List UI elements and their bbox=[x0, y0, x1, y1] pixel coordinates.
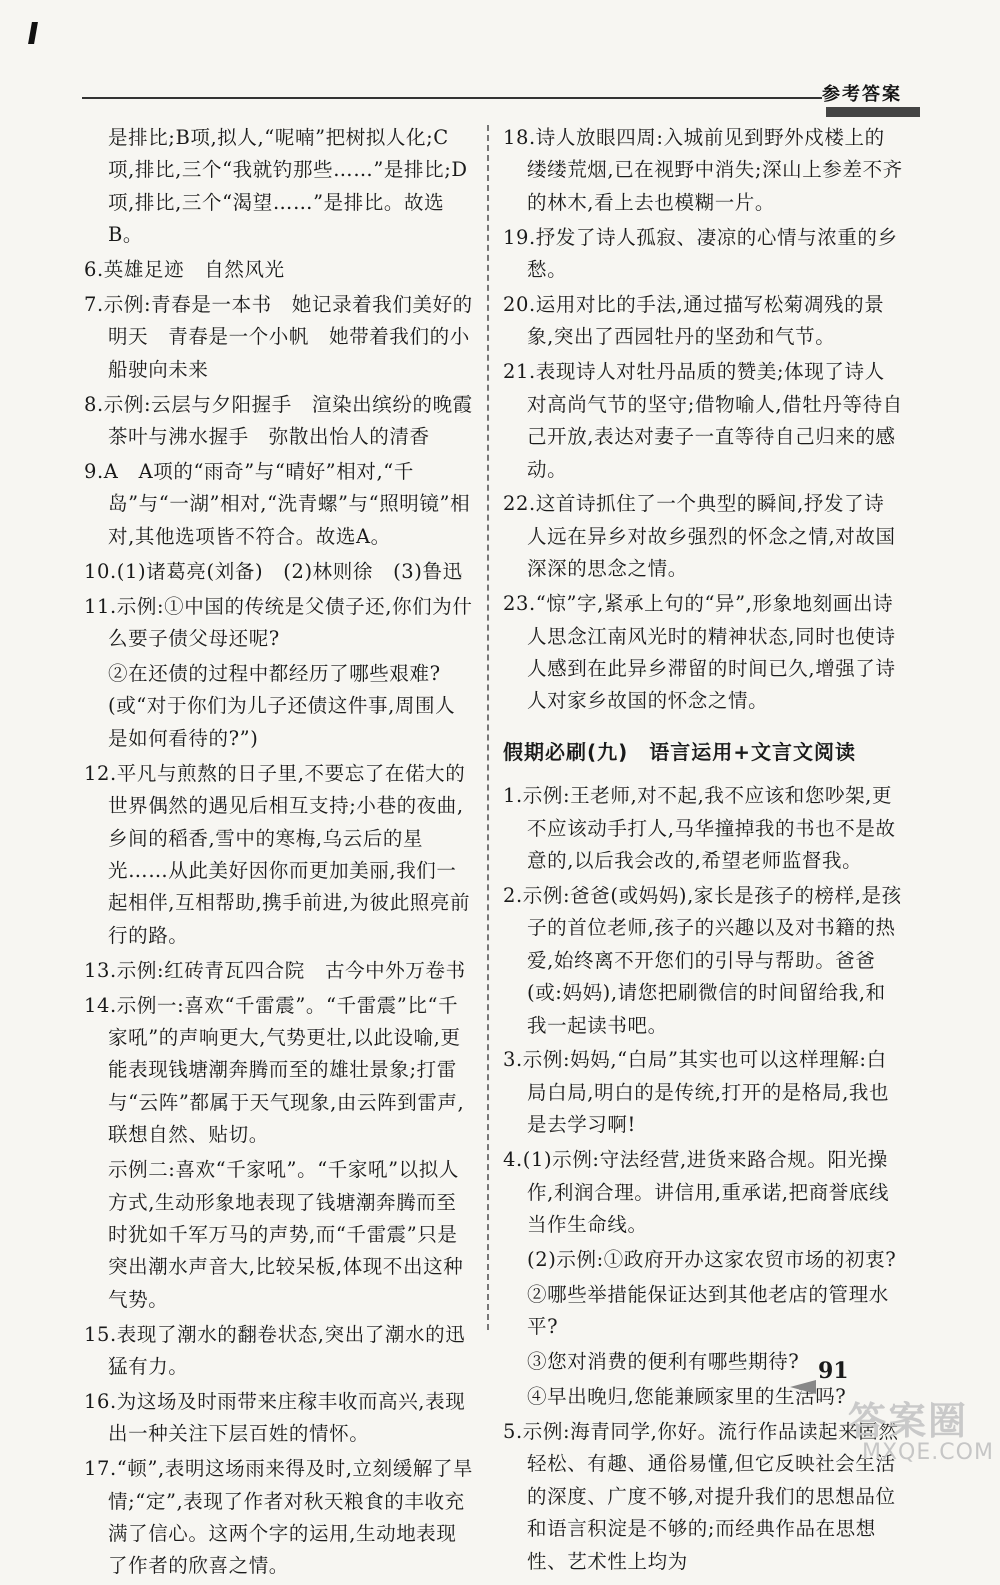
section-title: 假期必刷(九) 语言运用+文言文阅读 bbox=[503, 739, 857, 764]
answer-item: 16.为这场及时雨带来庄稼丰收而高兴,表现出一种关注下层百姓的情怀。 bbox=[84, 1389, 466, 1446]
answer-item: 9.A A项的“雨奇”与“晴好”相对,“千岛”与“一湖”相对,“洗青螺”与“照明镜”相对,其他选项皆不符合。故选A。 bbox=[84, 460, 471, 548]
answer-item: 20.运用对比的手法,通过描写松菊凋残的景象,突出了西园牡丹的坚劲和气节。 bbox=[503, 293, 885, 349]
answer-item: 12.平凡与煎熬的日子里,不要忘了在偌大的世界偶然的遇见后相互支持;小巷的夜曲,乡间的稻香,雪中的寒梅,乌云后的星光……从此美好因你而更加美丽,我们一起相伴,互相帮助,携手前进,为彼此照亮前行的路。 bbox=[84, 761, 471, 947]
answer-item: 13.示例:红砖青瓦四合院 古今中外万卷书 bbox=[84, 958, 466, 982]
corner-mark bbox=[28, 22, 38, 44]
answer-item: (2)示例:①政府开办这家农贸市场的初衷? bbox=[527, 1247, 897, 1271]
answer-item: 6.英雄足迹 自然风光 bbox=[84, 258, 285, 282]
answer-item: 3.示例:妈妈,“白局”其实也可以这样理解:白局白局,明白的是传统,打开的是格局,我也是去学习啊! bbox=[503, 1048, 890, 1137]
answer-item: 15.表现了潮水的翻卷状态,突出了潮水的迅猛有力。 bbox=[84, 1322, 466, 1379]
answer-item: 4.(1)示例:守法经营,进货来路合规。阳光操作,利润合理。讲信用,重承诺,把商誉底线当作生命线。 bbox=[503, 1148, 890, 1236]
answer-item: 22.这首诗抓住了一个典型的瞬间,抒发了诗人远在异乡对故乡强烈的怀念之情,对故国深深的思念之情。 bbox=[503, 492, 896, 581]
answer-item: 11.示例:①中国的传统是父债子还,你们为什么要子债父母还呢? bbox=[84, 594, 473, 651]
answer-item: 示例二:喜欢“千家吼”。“千家吼”以拟人方式,生动形象地表现了钱塘潮奔腾而至时犹如千军万马的声势,而“千雷震”只是突出潮水声音大,比较呆板,体现不出这种气势。 bbox=[108, 1158, 464, 1311]
answer-item: ④早出晚归,您能兼顾家里的生活吗? bbox=[527, 1385, 847, 1409]
answer-item: 17.“顿”,表明这场雨来得及时,立刻缓解了旱情;“定”,表现了作者对秋天粮食的丰收充满了信心。这两个字的运用,生动地表现了作者的欣喜之情。 bbox=[84, 1457, 474, 1578]
right-column-answers-top bbox=[503, 122, 903, 718]
answer-item: 1.示例:王老师,对不起,我不应该和您吵架,更不应该动手打人,马华撞掉我的书也不是故意的,以后我会改的,希望老师监督我。 bbox=[503, 784, 896, 873]
answer-item: 19.抒发了诗人孤寂、凄凉的心情与浓重的乡愁。 bbox=[503, 225, 898, 282]
answer-item: 21.表现诗人对牡丹品质的赞美;体现了诗人对高尚气节的坚守;借物喻人,借牡丹等待自己开放,表达对妻子一直等待自己归来的感动。 bbox=[503, 360, 903, 481]
answer-item: 14.示例一:喜欢“千雷震”。“千雷震”比“千家吼”的声响更大,气势更壮,以此设喻,更能表现钱塘潮奔腾而至的雄壮景象;打雷与“云阵”都属于天气现象,由云阵到雷声,联想自然、贴切。 bbox=[84, 993, 465, 1147]
answer-item: ③您对消费的便利有哪些期待? bbox=[527, 1350, 800, 1374]
right-column-answers-bottom bbox=[503, 780, 903, 1578]
left-column bbox=[84, 122, 493, 1585]
watermark-url: MXQE.COM bbox=[862, 1440, 994, 1465]
column-divider bbox=[487, 125, 489, 1330]
answer-item: ②在还债的过程中都经历了哪些艰难?(或“对于你们为儿子还债这件事,周围人是如何看待的?”) bbox=[108, 662, 456, 750]
header-rule bbox=[82, 97, 822, 99]
answer-item: ②哪些举措能保证达到其他老店的管理水平? bbox=[527, 1282, 889, 1339]
answer-item: 23.“惊”字,紧承上句的“异”,形象地刻画出诗人思念江南风光时的精神状态,同时也使诗人感到在此异乡滞留的时间已久,增强了诗人对家乡故国的怀念之情。 bbox=[503, 592, 896, 713]
answer-item: 5.示例:海青同学,你好。流行作品读起来固然轻松、有趣、通俗易懂,但它反映社会生活的深度、广度不够,对提升我们的思想品位和语言积淀是不够的;而经典作品在思想性、艺术性上均为 bbox=[503, 1419, 899, 1573]
answer-item: 10.(1)诸葛亮(刘备) (2)林则徐 (3)鲁迅 bbox=[84, 559, 463, 583]
answer-item: 8.示例:云层与夕阳握手 渲染出缤纷的晚霞 茶叶与沸水握手 弥散出怡人的清香 bbox=[84, 392, 493, 449]
header-title: 参考答案 bbox=[822, 84, 902, 105]
page-arrow-icon bbox=[790, 1380, 816, 1394]
answer-item: 7.示例:青春是一本书 她记录着我们美好的明天 青春是一个小帆 她带着我们的小船驶向未来 bbox=[84, 293, 473, 381]
page-number: 91 bbox=[818, 1358, 849, 1384]
header-bar bbox=[826, 107, 920, 117]
answer-item: 2.示例:爸爸(或妈妈),家长是孩子的榜样,是孩子的首位老师,孩子的兴趣以及对书籍的热爱,始终离不开您们的引导与帮助。爸爸(或:妈妈),请您把刷微信的时间留给我,和我一起读书吧。 bbox=[503, 883, 902, 1037]
answer-item: 18.诗人放眼四周:入城前见到野外戍楼上的缕缕荒烟,已在视野中消失;深山上参差不齐的林木,看上去也模糊一片。 bbox=[503, 126, 903, 214]
watermark-logo: 答案圈 bbox=[848, 1399, 969, 1443]
answer-item: 是排比;B项,拟人,“呢喃”把树拟人化;C项,排比,三个“我就钓那些……”是排比;D项,排比,三个“渴望……”是排比。故选B。 bbox=[108, 126, 468, 247]
